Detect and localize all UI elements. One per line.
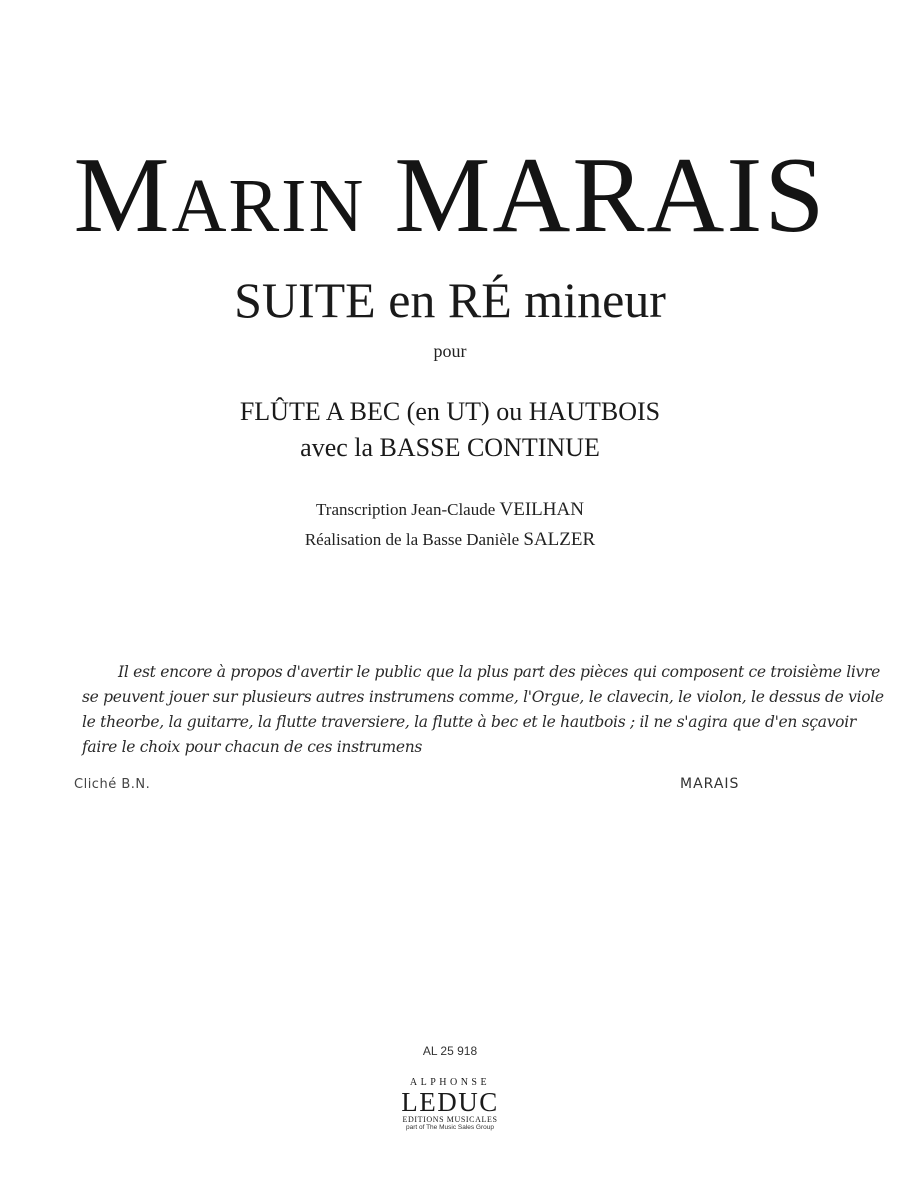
- quote-line: le theorbe, la guitarre, la flutte traversiere, la flutte à bec et le hautbois ; il ne s'agira que d'en sçavoir: [82, 713, 856, 731]
- pour-label: pour: [433, 341, 467, 361]
- quote-line: Il est encore à propos d'avertir le public que la plus part des pièces qui composent ce troisième livre: [118, 663, 880, 681]
- transcription-credit: [0, 495, 900, 525]
- transcription-label: Transcription Jean-Claude: [316, 500, 496, 519]
- realisation-label: Réalisation de la Basse Danièle: [304, 530, 520, 549]
- instrumentation-line-2: avec la BASSE CONTINUE: [300, 433, 600, 462]
- quote-line: se peuvent jouer sur plusieurs autres instrumens comme, l'Orgue, le clavecin, le violon, le dessus de viole: [82, 688, 884, 706]
- instrumentation: [0, 394, 900, 466]
- image-credit: Cliché B.N.: [74, 777, 151, 792]
- transcription-name: VEILHAN: [499, 499, 584, 520]
- realisation-name: SALZER: [523, 529, 596, 550]
- work-title: SUITE en RÉ mineur: [234, 272, 666, 328]
- publisher-logo-group: part of The Music Sales Group: [405, 1124, 495, 1131]
- quote-line: faire le choix pour chacun de ces instrumens: [82, 738, 423, 756]
- credits: [0, 495, 900, 555]
- instrumentation-line-1: FLÛTE A BEC (en UT) ou HAUTBOIS: [239, 397, 661, 426]
- handwritten-quote: [80, 660, 884, 760]
- realisation-credit: [0, 525, 900, 555]
- publisher-logo-name: LEDUC: [401, 1087, 499, 1117]
- publisher-logo-sub: EDITIONS MUSICALES: [402, 1115, 498, 1124]
- composer-name: Marin MARAIS: [73, 136, 827, 256]
- catalog-number: AL 25 918: [422, 1044, 478, 1058]
- publisher-logo: [375, 1077, 525, 1133]
- quote-signature: MARAIS: [680, 776, 740, 792]
- publisher-logo-top: ALPHONSE: [409, 1077, 491, 1088]
